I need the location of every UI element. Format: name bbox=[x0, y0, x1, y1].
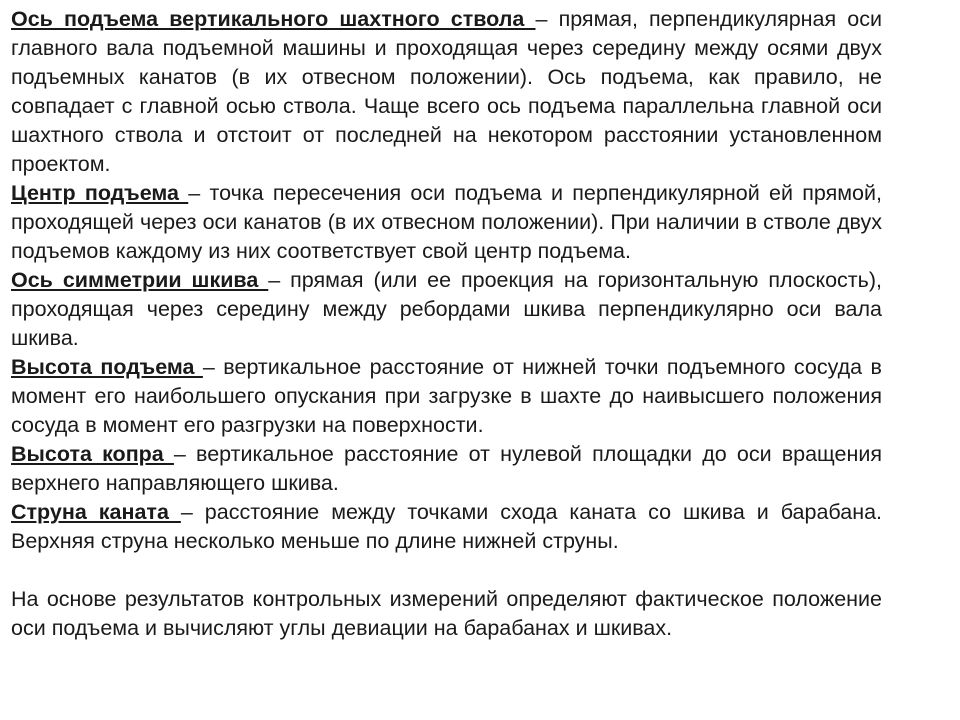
text-hoist-axis: – прямая, перпендикулярная оси главного вала подъемной машины и проходящая через середину между осями двух подъемных канатов (в их отвесном положении). Ось подъема, как правило, не совпадает с главной осью ствола. Чаще всего ось подъема параллельна главной оси шахтного ствола и отстоит от последней на некотором расстоянии установленном проектом. bbox=[11, 7, 882, 176]
text-rope-chord: – расстояние между точками схода каната со шкива и барабана. Верхняя струна несколько меньше по длине нижней струны. bbox=[11, 500, 883, 553]
term-sheave-symmetry-axis: Ось симметрии шкива bbox=[11, 268, 269, 292]
term-rope-chord: Струна каната bbox=[11, 500, 181, 524]
definition-sheave-symmetry-axis bbox=[11, 266, 882, 353]
text-hoist-height: – вертикальное расстояние от нижней точки подъемного сосуда в момент его наибольшего опускания при загрузке в шахте до наивысшего положения сосуда в момент его разгрузки на поверхности. bbox=[11, 355, 882, 437]
text-hoist-center: – точка пересечения оси подъема и перпендикулярной ей прямой, проходящей через оси канатов (в их отвесном положении). При наличии в стволе двух подъемов каждому из них соответствует свой центр подъема. bbox=[11, 181, 882, 263]
definition-headframe-height bbox=[11, 440, 882, 498]
definition-rope-chord bbox=[11, 498, 882, 556]
definition-hoist-height bbox=[11, 353, 882, 440]
term-hoist-height: Высота подъема bbox=[11, 355, 203, 379]
slide-text bbox=[11, 5, 882, 643]
term-hoist-center: Центр подъема bbox=[11, 181, 189, 205]
paragraph-gap bbox=[11, 556, 882, 585]
definition-hoist-axis bbox=[11, 5, 882, 179]
term-hoist-axis: Ось подъема вертикального шахтного ствола bbox=[11, 7, 536, 31]
text-sheave-symmetry-axis: – прямая (или ее проекция на горизонтальную плоскость), проходящая через середину между ребордами шкива перпендикулярно оси вала шкива. bbox=[11, 268, 882, 350]
conclusion-paragraph: На основе результатов контрольных измерений определяют фактическое положение оси подъема и вычисляют углы девиации на барабанах и шкивах. bbox=[11, 587, 882, 640]
definition-hoist-center bbox=[11, 179, 882, 266]
text-headframe-height: – вертикальное расстояние от нулевой площадки до оси вращения верхнего направляющего шкива. bbox=[11, 442, 882, 495]
term-headframe-height: Высота копра bbox=[11, 442, 174, 466]
